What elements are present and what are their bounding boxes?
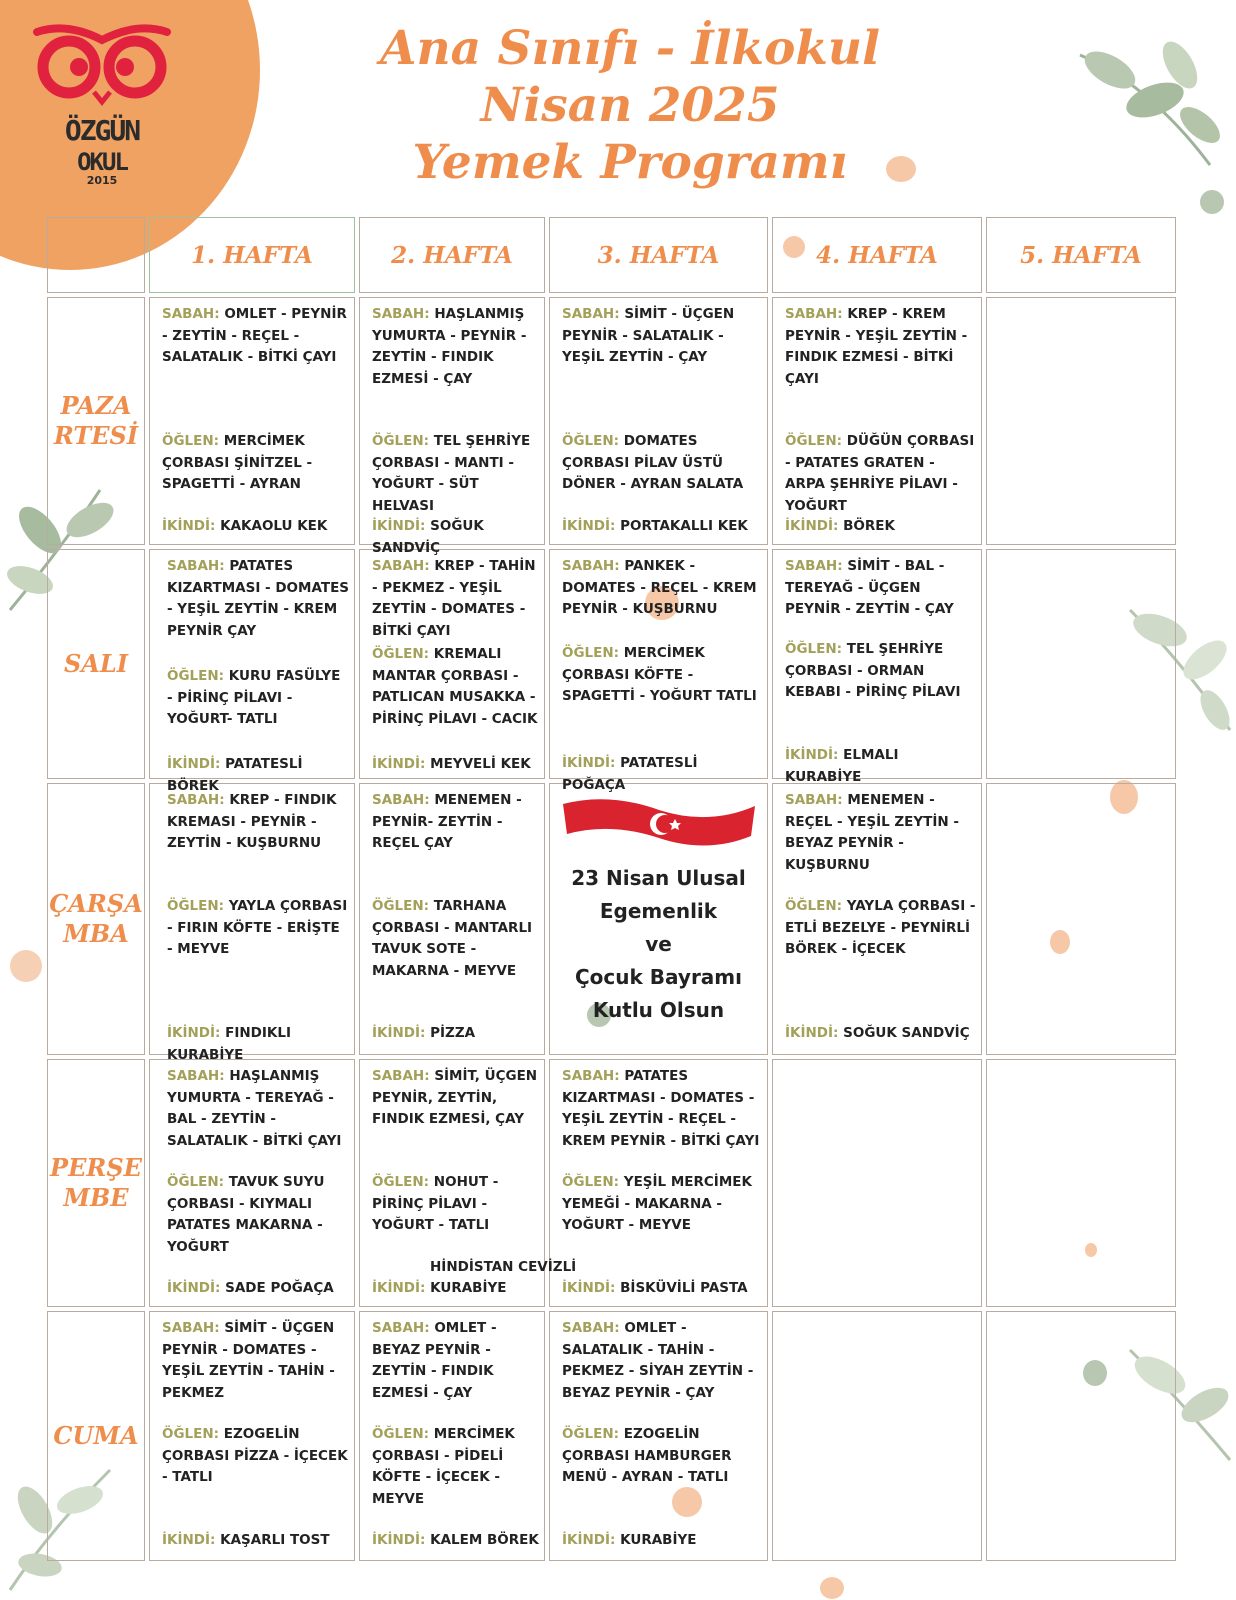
meal-cell — [359, 297, 545, 556]
lunch: ÖĞLEN: YAYLA ÇORBASI - FIRIN KÖFTE - ERİŞTE - MEYVE — [167, 898, 348, 957]
breakfast: SABAH: KREP - FINDIK KREMASI - PEYNİR - ZEYTİN - KUŞBURNU — [167, 792, 337, 851]
title-line1: Ana Sınıfı - İlkokul — [380, 21, 880, 76]
breakfast: SABAH: SİMİT - BAL - TEREYAĞ - ÜÇGEN PEYNİR - ZEYTİN - ÇAY — [785, 558, 954, 617]
title-line2: Nisan 2025 — [480, 78, 780, 133]
breakfast: SABAH: HAŞLANMIŞ YUMURTA - TEREYAĞ - BAL - ZEYTİN - SALATALIK - BİTKİ ÇAYI — [167, 1068, 342, 1149]
logo-name-line1: ÖZGÜN — [64, 114, 140, 147]
snack-note: HİNDİSTAN CEVİZLİ — [430, 1259, 577, 1275]
page-title — [330, 20, 930, 191]
day-label-friday: CUMA — [47, 1311, 145, 1561]
leaf-icon — [1060, 25, 1235, 175]
snack: İKİNDİ: ELMALI KURABİYE — [785, 747, 899, 785]
breakfast: SABAH: HAŞLANMIŞ YUMURTA - PEYNİR - ZEYTİN - FINDIK EZMESİ - ÇAY — [372, 306, 527, 387]
decor-dot — [886, 156, 916, 182]
breakfast: SABAH: KREP - TAHİN - PEKMEZ - YEŞİL ZEYTİN - DOMATES - BİTKİ ÇAYI — [372, 558, 536, 639]
snack: İKİNDİ: KURABİYE — [372, 1280, 507, 1296]
breakfast: SABAH: OMLET - PEYNİR - ZEYTİN - REÇEL - SALATALIK - BİTKİ ÇAYI — [162, 306, 347, 365]
snack: İKİNDİ: BİSKÜVİLİ PASTA — [562, 1280, 748, 1296]
empty-cell — [772, 1059, 982, 1307]
decor-dot — [10, 950, 42, 982]
snack: İKİNDİ: KURABİYE — [562, 1532, 697, 1548]
breakfast: SABAH: PANKEK - DOMATES - REÇEL - KREM PEYNİR - KUŞBURNU — [562, 558, 757, 617]
meal-cell — [149, 549, 355, 794]
meal-cell — [772, 297, 982, 545]
snack: İKİNDİ: SOĞUK SANDVİÇ — [372, 518, 484, 556]
logo-name-line2: OKUL — [77, 148, 127, 176]
meal-cell — [549, 549, 768, 793]
breakfast: SABAH: PATATES KIZARTMASI - DOMATES - YEŞİL ZEYTİN - REÇEL - KREM PEYNİR - BİTKİ ÇAYI — [562, 1068, 760, 1149]
breakfast: SABAH: SİMİT - ÜÇGEN PEYNİR - DOMATES - YEŞİL ZEYTİN - TAHİN - PEKMEZ — [162, 1320, 335, 1401]
logo-year: 2015 — [86, 174, 118, 187]
meal-cell — [359, 1311, 545, 1561]
meal-cell — [149, 297, 355, 545]
meal-cell — [549, 297, 768, 545]
lunch: ÖĞLEN: MERCİMEK ÇORBASI ŞİNİTZEL - SPAGETTİ - AYRAN — [162, 433, 313, 492]
snack: İKİNDİ: MEYVELİ KEK — [372, 756, 531, 772]
meal-cell — [149, 783, 355, 1063]
lunch: ÖĞLEN: DÜĞÜN ÇORBASI - PATATES GRATEN - ARPA ŞEHRİYE PİLAVI - YOĞURT — [785, 433, 975, 514]
empty-cell — [986, 549, 1176, 779]
lunch: ÖĞLEN: NOHUT - PİRİNÇ PİLAVI - YOĞURT - TATLI — [372, 1174, 499, 1233]
school-logo — [22, 22, 182, 188]
empty-cell — [772, 1311, 982, 1561]
snack: İKİNDİ: PİZZA — [372, 1025, 476, 1041]
breakfast: SABAH: SİMİT - ÜÇGEN PEYNİR - SALATALIK - YEŞİL ZEYTİN - ÇAY — [562, 306, 735, 365]
lunch: ÖĞLEN: TEL ŞEHRİYE ÇORBASI - ORMAN KEBABI - PİRİNÇ PİLAVI — [785, 641, 961, 700]
meal-schedule-table — [43, 213, 1180, 1565]
lunch: ÖĞLEN: EZOGELİN ÇORBASI HAMBURGER MENÜ - AYRAN - TATLI — [562, 1426, 732, 1485]
lunch: ÖĞLEN: TAVUK SUYU ÇORBASI - KIYMALI PATATES MAKARNA - YOĞURT — [167, 1174, 325, 1255]
breakfast: SABAH: SİMİT, ÜÇGEN PEYNİR, ZEYTİN, FINDIK EZMESİ, ÇAY — [372, 1068, 538, 1127]
holiday-message: 23 Nisan Ulusal Egemenlik ve Çocuk Bayramı Kutlu Olsun — [571, 866, 746, 1022]
snack: İKİNDİ: KAŞARLI TOST — [162, 1532, 330, 1548]
snack: İKİNDİ: KAKAOLU KEK — [162, 518, 328, 534]
meal-cell — [549, 1059, 768, 1307]
week-header-3: 3. HAFTA — [549, 217, 768, 293]
lunch: ÖĞLEN: MERCİMEK ÇORBASI - PİDELİ KÖFTE - İÇECEK - MEYVE — [372, 1426, 515, 1507]
breakfast: SABAH: OMLET - BEYAZ PEYNİR - ZEYTİN - FINDIK EZMESİ - ÇAY — [372, 1320, 497, 1401]
lunch: ÖĞLEN: YAYLA ÇORBASI - ETLİ BEZELYE - PEYNİRLİ BÖREK - İÇECEK — [785, 898, 976, 957]
meal-cell — [772, 549, 982, 785]
day-row-monday — [47, 297, 1176, 545]
week-header-2: 2. HAFTA — [359, 217, 545, 293]
snack: İKİNDİ: FINDIKLI KURABİYE — [167, 1025, 291, 1063]
infinity-owl-logo-icon — [27, 22, 177, 112]
lunch: ÖĞLEN: MERCİMEK ÇORBASI KÖFTE - SPAGETTİ - YOĞURT TATLI — [562, 645, 757, 704]
snack: İKİNDİ: BÖREK — [785, 518, 895, 534]
snack: İKİNDİ: KALEM BÖREK — [372, 1532, 539, 1548]
day-row-wednesday — [47, 783, 1176, 1055]
corner-cell — [47, 217, 145, 293]
lunch: ÖĞLEN: KREMALI MANTAR ÇORBASI - PATLICAN MUSAKKA - PİRİNÇ PİLAVI - CACIK — [372, 646, 538, 727]
day-label-thursday: PERŞE MBE — [47, 1059, 145, 1307]
lunch: ÖĞLEN: EZOGELİN ÇORBASI PİZZA - İÇECEK - TATLI — [162, 1426, 348, 1485]
day-label-monday: PAZA RTESİ — [47, 297, 145, 545]
meal-cell — [149, 1311, 355, 1561]
decor-dot — [820, 1577, 844, 1599]
day-label-tuesday: SALI — [47, 549, 145, 779]
lunch: ÖĞLEN: KURU FASÜLYE - PİRİNÇ PİLAVI - YOĞURT- TATLI — [167, 668, 341, 727]
lunch: ÖĞLEN: TEL ŞEHRİYE ÇORBASI - MANTI - YOĞURT - SÜT HELVASI — [372, 433, 531, 514]
breakfast: SABAH: MENEMEN - REÇEL - YEŞİL ZEYTİN - BEYAZ PEYNİR - KUŞBURNU — [785, 792, 960, 873]
turkish-flag-icon — [559, 796, 759, 852]
meal-cell — [149, 1059, 355, 1307]
day-row-friday — [47, 1311, 1176, 1561]
snack: İKİNDİ: PATATESLİ BÖREK — [167, 756, 303, 794]
snack: İKİNDİ: SOĞUK SANDVİÇ — [785, 1025, 970, 1041]
empty-cell — [986, 783, 1176, 1055]
empty-cell — [986, 1059, 1176, 1307]
meal-cell — [359, 549, 545, 779]
day-row-tuesday — [47, 549, 1176, 779]
snack: İKİNDİ: PORTAKALLI KEK — [562, 518, 748, 534]
breakfast: SABAH: KREP - KREM PEYNİR - YEŞİL ZEYTİN - FINDIK EZMESİ - BİTKİ ÇAYI — [785, 306, 968, 387]
day-label-wednesday: ÇARŞA MBA — [47, 783, 145, 1055]
empty-cell — [986, 297, 1176, 545]
week-header-5: 5. HAFTA — [986, 217, 1176, 293]
lunch: ÖĞLEN: YEŞİL MERCİMEK YEMEĞİ - MAKARNA - YOĞURT - MEYVE — [562, 1174, 752, 1233]
week-header-1: 1. HAFTA — [149, 217, 355, 293]
lunch: ÖĞLEN: DOMATES ÇORBASI PİLAV ÜSTÜ DÖNER - AYRAN SALATA — [562, 433, 744, 492]
decor-dot — [1200, 190, 1224, 214]
week-header-4: 4. HAFTA — [772, 217, 982, 293]
day-row-thursday — [47, 1059, 1176, 1307]
meal-cell — [772, 783, 982, 1055]
breakfast: SABAH: OMLET - SALATALIK - TAHİN - PEKMEZ - SİYAH ZEYTİN - BEYAZ PEYNİR - ÇAY — [562, 1320, 754, 1401]
empty-cell — [986, 1311, 1176, 1561]
snack: İKİNDİ: PATATESLİ POĞAÇA — [562, 755, 698, 793]
lunch: ÖĞLEN: TARHANA ÇORBASI - MANTARLI TAVUK SOTE - MAKARNA - MEYVE — [372, 898, 533, 979]
meal-cell — [359, 783, 545, 1055]
breakfast: SABAH: PATATES KIZARTMASI - DOMATES - YEŞİL ZEYTİN - KREM PEYNİR ÇAY — [167, 558, 350, 639]
snack: İKİNDİ: SADE POĞAÇA — [167, 1280, 334, 1296]
breakfast: SABAH: MENEMEN - PEYNİR- ZEYTİN - REÇEL ÇAY — [372, 792, 522, 851]
meal-cell — [549, 1311, 768, 1561]
title-line3: Yemek Programı — [412, 135, 848, 190]
week-header-row — [47, 217, 1176, 293]
holiday-cell — [549, 783, 768, 1055]
meal-cell — [359, 1059, 577, 1307]
